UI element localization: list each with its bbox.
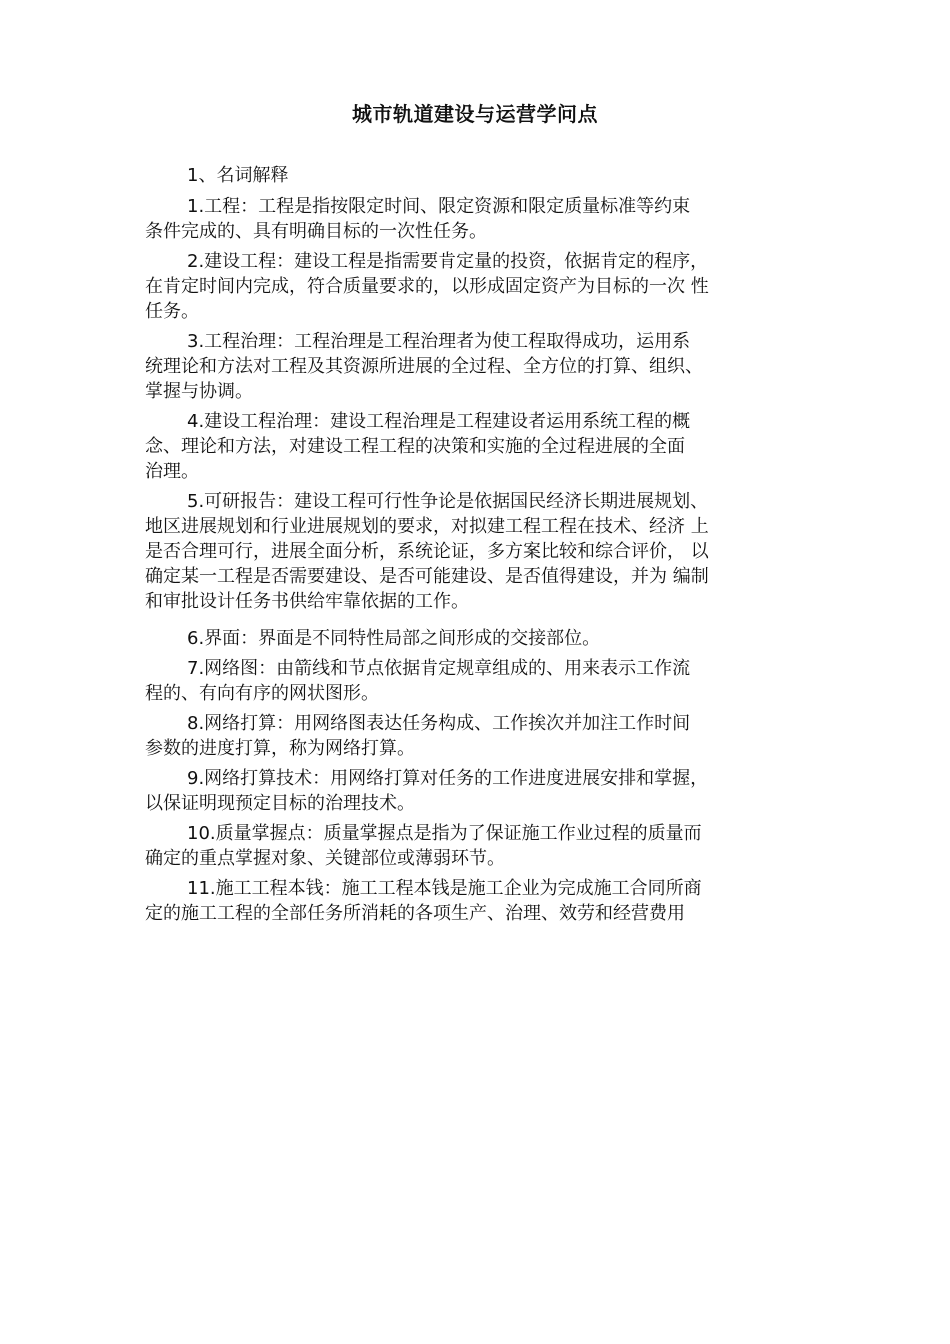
paragraph-1 — [145, 194, 817, 244]
paragraph-line: 7.网络图：由箭线和节点依据肯定规章组成的、用来表示工作流 — [187, 658, 691, 679]
paragraph-5 — [145, 489, 817, 614]
paragraph-line: 确定的重点掌握对象、关键部位或薄弱环节。 — [145, 848, 505, 869]
paragraph-line: 地区进展规划和行业进展规划的要求，对拟建工程工程在技术、经济 上 — [145, 516, 709, 537]
paragraph-line: 9.网络打算技术：用网络打算对任务的工作进度进展安排和掌握， — [187, 768, 709, 789]
paragraph-line: 在肯定时间内完成，符合质量要求的，以形成固定资产为目标的一次 性 — [145, 276, 709, 297]
paragraph-4 — [145, 409, 817, 484]
paragraph-line: 2.建设工程：建设工程是指需要肯定量的投资，依据肯定的程序， — [187, 251, 709, 272]
paragraph-3 — [145, 329, 817, 404]
section-heading: 1、名词解释 — [187, 165, 289, 186]
paragraph-line: 3.工程治理：工程治理是工程治理者为使工程取得成功，运用系 — [187, 331, 691, 352]
paragraph-line: 治理。 — [145, 461, 199, 482]
paragraph-line: 10.质量掌握点：质量掌握点是指为了保证施工作业过程的质量而 — [187, 823, 702, 844]
paragraph-line: 统理论和方法对工程及其资源所进展的全过程、全方位的打算、组织、 — [145, 356, 703, 377]
paragraph-line: 6.界面：界面是不同特性局部之间形成的交接部位。 — [187, 628, 601, 649]
paragraph-8 — [145, 711, 817, 761]
paragraph-6 — [145, 626, 817, 651]
paragraph-line: 11.施工工程本钱：施工工程本钱是施工企业为完成施工合同所商 — [187, 878, 702, 899]
paragraph-2 — [145, 249, 817, 324]
paragraph-10 — [145, 821, 817, 871]
paragraph-line: 条件完成的、具有明确目标的一次性任务。 — [145, 221, 487, 242]
paragraph-line: 掌握与协调。 — [145, 381, 253, 402]
paragraph-line: 任务。 — [145, 301, 199, 322]
paragraph-line: 念、理论和方法，对建设工程工程的决策和实施的全过程进展的全面 — [145, 436, 685, 457]
paragraph-line: 定的施工工程的全部任务所消耗的各项生产、治理、效劳和经营费用 — [145, 903, 685, 924]
paragraph-line: 8.网络打算：用网络图表达任务构成、工作挨次并加注工作时间 — [187, 713, 691, 734]
paragraph-line: 4.建设工程治理：建设工程治理是工程建设者运用系统工程的概 — [187, 411, 691, 432]
paragraph-line: 参数的进度打算，称为网络打算。 — [145, 738, 415, 759]
paragraph-line: 和审批设计任务书供给牢靠依据的工作。 — [145, 591, 469, 612]
paragraph-line: 是否合理可行，进展全面分析，系统论证，多方案比较和综合评价， 以 — [145, 541, 709, 562]
paragraph-7 — [145, 656, 817, 706]
document-title: 城市轨道建设与运营学问点 — [352, 102, 598, 126]
paragraph-9 — [145, 766, 817, 816]
paragraph-line: 1.工程：工程是指按限定时间、限定资源和限定质量标准等约束 — [187, 196, 691, 217]
document-body — [145, 163, 817, 931]
paragraph-line: 5.可研报告：建设工程可行性争论是依据国民经济长期进展规划、 — [187, 491, 709, 512]
paragraph-line: 以保证明现预定目标的治理技术。 — [145, 793, 415, 814]
paragraph-line: 程的、有向有序的网状图形。 — [145, 683, 379, 704]
paragraph-11 — [145, 876, 817, 926]
paragraph-line: 确定某一工程是否需要建设、是否可能建设、是否值得建设，并为 编制 — [145, 566, 709, 587]
